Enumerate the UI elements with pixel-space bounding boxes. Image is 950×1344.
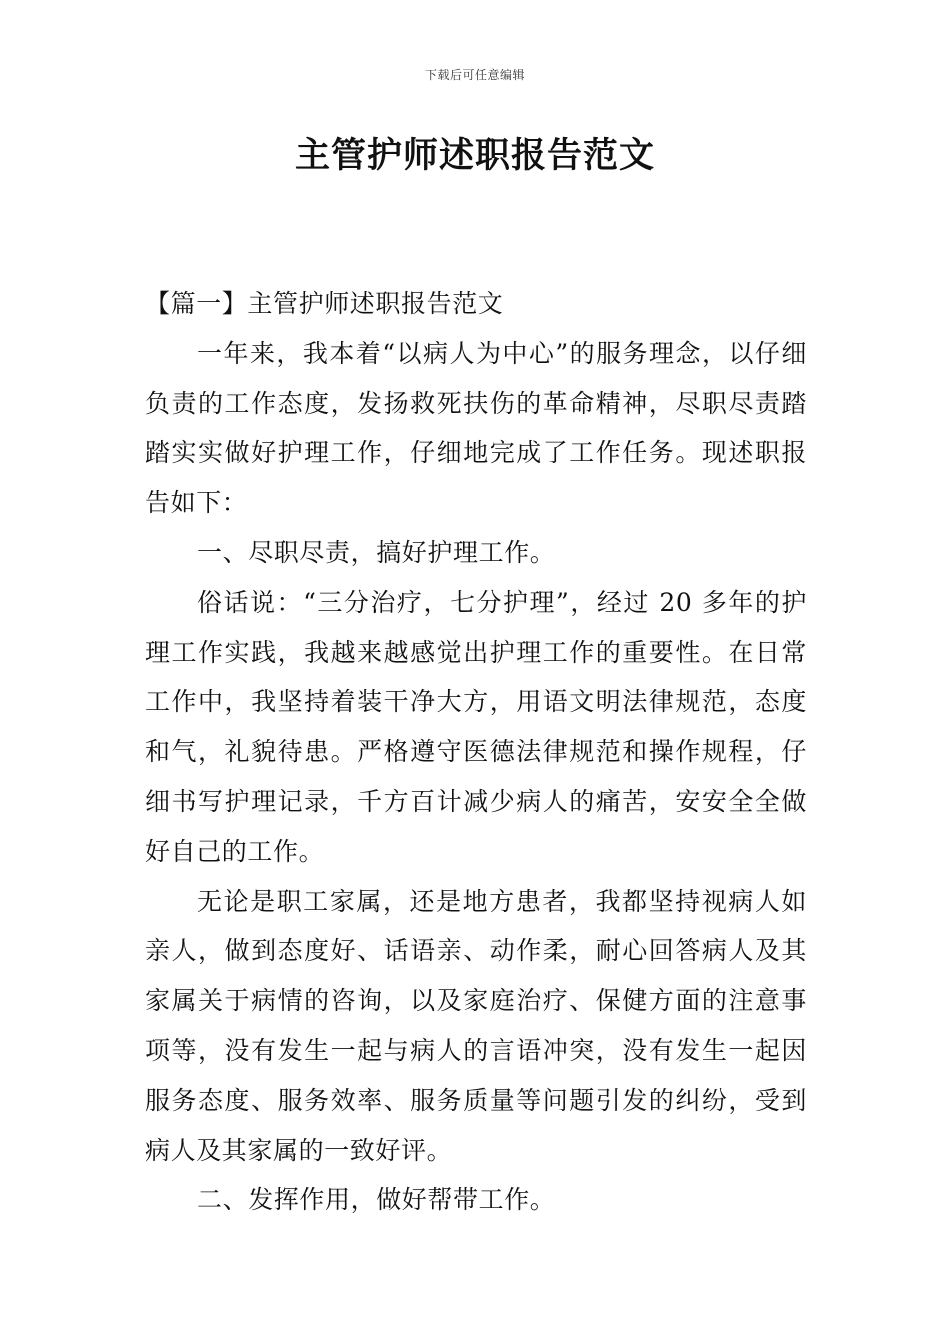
document-title: 主管护师述职报告范文 xyxy=(294,136,655,176)
paragraph-point-one-heading: 一、尽职尽责，搞好护理工作。 xyxy=(197,537,556,567)
paragraph-intro: 一年来，我本着“以病人为中心”的服务理念，以仔细负责的工作态度，发扬救死扶伤的革命精神，尽职尽责踏踏实实做好护理工作，仔细地完成了工作任务。现述职报告如下： xyxy=(145,338,807,518)
paragraph-nursing-practice: 俗话说：“三分治疗，七分护理”，经过 20 多年的护理工作实践，我越来越感觉出护理工作的重要性。在日常工作中，我坚持着装干净大方，用语文明法律规范，态度和气，礼貌待患。严格遵守医德法律规范和操作规程，仔细书写护理记录，千方百计减少病人的痛苦，安安全全做好自己的工作。 xyxy=(145,587,807,866)
section-heading: 【篇一】主管护师述职报告范文 xyxy=(145,289,504,318)
header-note: 下载后可任意编辑 xyxy=(424,68,525,82)
paragraph-patient-service: 无论是职工家属，还是地方患者，我都坚持视病人如亲人，做到态度好、话语亲、动作柔，耐心回答病人及其家属关于病情的咨询，以及家庭治疗、保健方面的注意事项等，没有发生一起与病人的言语冲突，没有发生一起因服务态度、服务效率、服务质量等问题引发的纠纷，受到病人及其家属的一致好评。 xyxy=(145,886,807,1165)
paragraph-point-two-heading: 二、发挥作用，做好帮带工作。 xyxy=(197,1185,556,1215)
document-body xyxy=(145,279,807,1225)
